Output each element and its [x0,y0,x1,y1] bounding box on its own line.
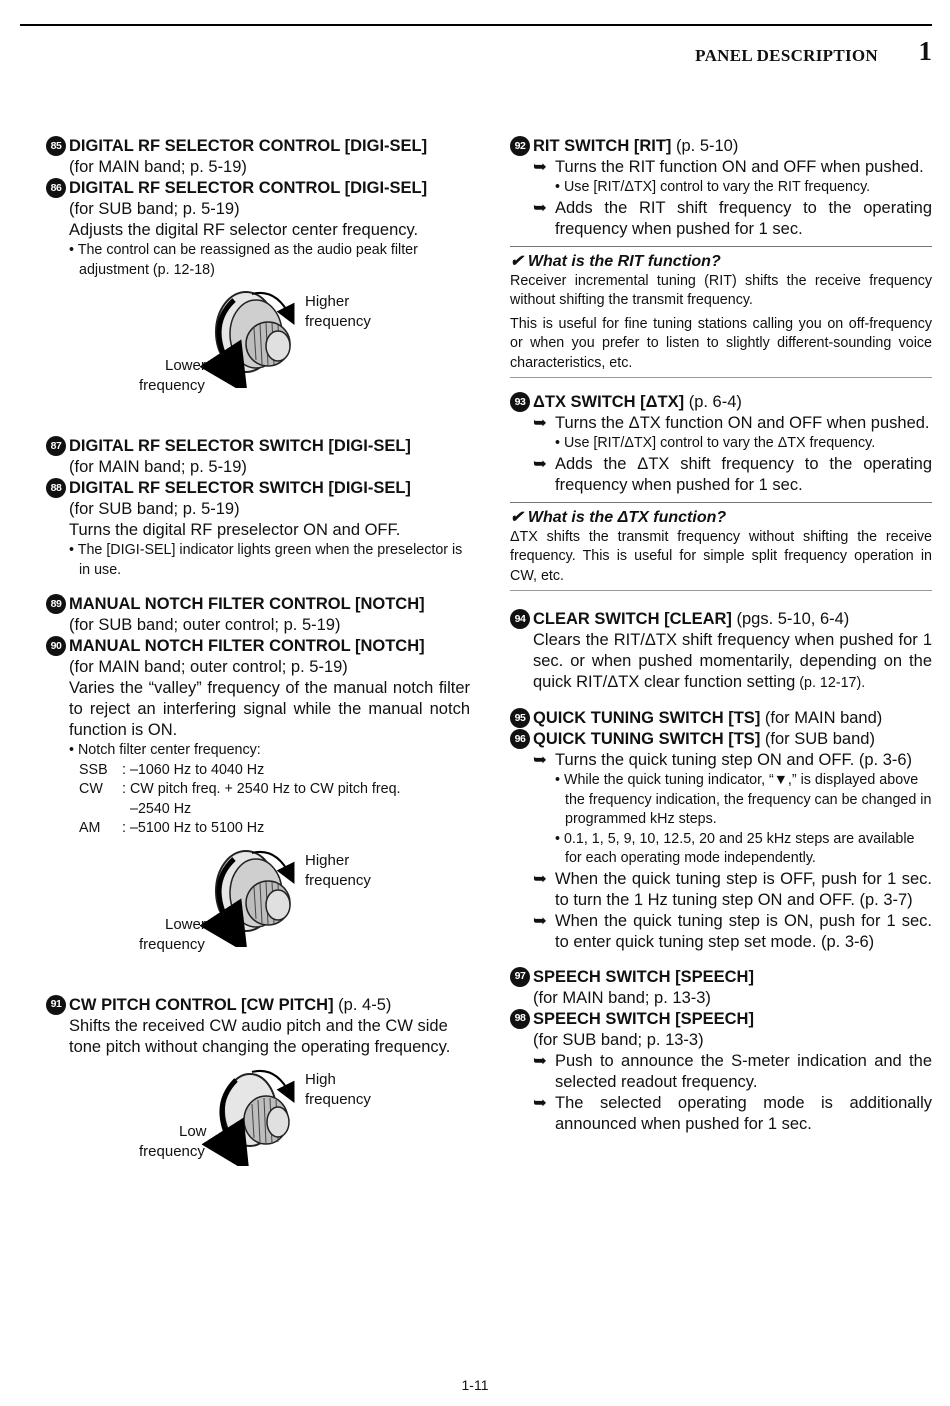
lower-label: Lower [165,357,206,374]
right-column [510,136,932,1135]
item-title: MANUAL NOTCH FILTER CONTROL [NOTCH] [69,637,425,655]
arrow-item [533,911,932,953]
item-number-badge: 89 [46,594,66,614]
item-90 [46,636,470,657]
table-row [79,761,470,781]
page-ref: (p. 5-10) [671,137,739,155]
item-number-badge: 93 [510,392,530,412]
higher-label: Higher [305,293,350,310]
page-ref: (p. 6-4) [684,393,742,411]
note-paragraph: ΔTX shifts the transmit frequency without shifting the receive frequency. This is useful for simple split frequency operation in CW, etc. [510,528,932,584]
item-86 [46,178,470,199]
page-ref: (p. 12-17). [795,675,866,691]
item-95 [510,708,932,729]
arrow-text: When the quick tuning step is ON, push for 1 sec. to enter quick tuning step set mode. (p. 3-6) [555,911,932,951]
value-cell: : –5100 Hz to 5100 Hz [122,820,265,836]
item-88 [46,478,470,499]
note-heading: ✔ What is the RIT function? [510,246,932,272]
arrow-icon: ➥ [533,414,547,432]
page-ref: (pgs. 5-10, 6-4) [731,610,850,628]
arrow-text: When the quick tuning step is OFF, push for 1 sec. to turn the 1 Hz tuning step ON and OFF. (p. 3-7) [555,869,932,909]
item-subtitle: (for MAIN band; p. 5-19) [69,458,247,476]
arrow-item [533,198,932,240]
arrow-icon: ➥ [533,1093,547,1112]
higher-label-2: frequency [305,871,371,889]
item-title: DIGITAL RF SELECTOR SWITCH [DIGI-SEL] [69,437,411,455]
arrow-icon: ➥ [533,911,547,930]
mode-cell [79,800,122,820]
arrow-text: Turns the RIT function ON and OFF when pushed. [555,158,924,176]
lower-label-2: frequency [139,935,205,953]
section-title: PANEL DESCRIPTION [695,46,878,65]
item-number-badge: 91 [46,995,66,1015]
item-97 [510,967,932,988]
item-title: RIT SWITCH [RIT] [533,137,672,155]
bullet-note: • Use [RIT/ΔTX] control to vary the RIT frequency. [555,179,871,195]
item-91 [46,995,470,1016]
bullet-note: • The [DIGI-SEL] indicator lights green when the preselector is in use. [69,542,463,578]
arrow-icon: ➥ [533,751,547,769]
arrow-item [533,1051,932,1093]
item-title: MANUAL NOTCH FILTER CONTROL [NOTCH] [69,595,425,613]
bullet-note: • The control can be reassigned as the audio peak filter adjustment (p. 12-18) [69,242,418,278]
item-89 [46,594,470,615]
item-title: SPEECH SWITCH [SPEECH] [533,967,754,986]
item-85 [46,136,470,157]
item-number-badge: 92 [510,136,530,156]
arrow-item [533,750,932,771]
item-93 [510,392,932,413]
value-cell: : CW pitch freq. + 2540 Hz to CW pitch freq. [122,781,401,797]
rit-note-box [510,246,932,379]
item-title: QUICK TUNING SWITCH [TS] [533,730,761,748]
page-number: 1-11 [461,1377,489,1393]
item-number-badge: 97 [510,967,530,987]
table-row [79,819,470,839]
higher-label: Higher [305,851,350,869]
item-title: SPEECH SWITCH [SPEECH] [533,1009,754,1028]
arrow-item [533,454,932,496]
arrow-icon: ➥ [533,1051,547,1070]
item-title: CLEAR SWITCH [CLEAR] [533,610,732,628]
bullet-note: • While the quick tuning indicator, “▼,” is displayed above the frequency indication, the frequency can be changed in programmed kHz steps. [555,772,932,827]
arrow-text: Adds the RIT shift frequency to the operating frequency when pushed for 1 sec. [555,198,932,238]
item-subtitle: (for MAIN band; p. 13-3) [533,988,711,1007]
bullet-note: • 0.1, 1, 5, 9, 10, 12.5, 20 and 25 kHz steps are available for each operating mode independently. [555,830,915,866]
item-number-badge: 96 [510,729,530,749]
arrow-item [533,413,932,434]
arrow-text: Push to announce the S-meter indication and the selected readout frequency. [555,1051,932,1091]
arrow-icon: ➥ [533,198,547,217]
note-paragraph: This is useful for fine tuning stations calling you on off-frequency or when you prefer to listen to slightly different-sounding voice characteristics, etc. [510,315,932,371]
arrow-text: Turns the quick tuning step ON and OFF. (p. 3-6) [555,751,913,769]
arrow-item [533,1093,932,1135]
item-number-badge: 85 [46,136,66,156]
item-92 [510,136,932,157]
item-number-badge: 94 [510,609,530,629]
chapter-number: 1 [918,36,932,66]
item-number-badge: 90 [46,636,66,656]
note-paragraph: Receiver incremental tuning (RIT) shifts the receive frequency without shifting the transmit frequency. [510,272,932,308]
item-title: DIGITAL RF SELECTOR SWITCH [DIGI-SEL] [69,479,411,497]
arrow-icon: ➥ [533,454,547,473]
item-title: ΔTX SWITCH [ΔTX] [533,393,685,411]
item-description: Shifts the received CW audio pitch and the CW side tone pitch without changing the operating frequency. [69,1016,451,1056]
knob-illustration [46,843,470,995]
item-title: CW PITCH CONTROL [CW PITCH] [69,995,334,1014]
note-heading: ✔ What is the ΔTX function? [510,502,932,528]
item-subtitle: (for MAIN band; p. 5-19) [69,158,247,176]
item-description: Varies the “valley” frequency of the manual notch filter to reject an interfering signal while the manual notch function is ON. [69,679,470,739]
knob-illustration [46,284,470,436]
page-ref: (for MAIN band) [760,709,883,727]
arrow-icon: ➥ [533,869,547,888]
bullet-note: • Use [RIT/ΔTX] control to vary the ΔTX frequency. [555,435,876,451]
mode-cell: SSB [79,761,108,778]
high-label: High [305,1070,336,1088]
knob-illustration [46,1062,470,1214]
arrow-text: The selected operating mode is additionally announced when pushed for 1 sec. [555,1093,932,1133]
item-87 [46,436,470,457]
page-ref: (p. 4-5) [333,995,392,1014]
item-subtitle: (for SUB band; p. 5-19) [69,500,240,518]
notch-frequency-table [79,761,470,839]
table-row [79,800,470,820]
higher-label-2: frequency [305,313,371,330]
value-cell: –2540 Hz [130,800,192,817]
item-description: Adjusts the digital RF selector center frequency. [69,221,419,239]
item-title: DIGITAL RF SELECTOR CONTROL [DIGI-SEL] [69,137,428,155]
item-description [533,630,932,694]
item-subtitle: (for MAIN band; outer control; p. 5-19) [69,658,348,676]
item-number-badge: 95 [510,708,530,728]
item-number-badge: 88 [46,478,66,498]
description-text: Clears the RIT/ΔTX shift frequency when pushed for 1 sec. or when pushed momentarily, depending on the quick RIT/ΔTX clear function setting [533,631,932,691]
item-title: DIGITAL RF SELECTOR CONTROL [DIGI-SEL] [69,179,428,197]
low-label: Low [179,1122,207,1140]
arrow-icon: ➥ [533,158,547,176]
item-94 [510,609,932,630]
low-label-2: frequency [139,1142,205,1160]
item-subtitle: (for SUB band; outer control; p. 5-19) [69,616,341,634]
item-subtitle: (for SUB band; p. 5-19) [69,200,240,218]
arrow-item [533,869,932,911]
mode-cell: AM [79,820,101,836]
bullet-note: • Notch filter center frequency: [69,742,261,758]
item-title: QUICK TUNING SWITCH [TS] [533,709,761,727]
arrow-text: Turns the ΔTX function ON and OFF when pushed. [555,414,930,432]
item-number-badge: 98 [510,1009,530,1029]
header-rule [20,24,932,26]
arrow-text: Adds the ΔTX shift frequency to the operating frequency when pushed for 1 sec. [555,454,932,494]
value-cell: : –1060 Hz to 4040 Hz [122,761,265,778]
left-column [46,136,470,1214]
lower-label: Lower [165,915,206,933]
item-96 [510,729,932,750]
item-number-badge: 86 [46,178,66,198]
item-subtitle: (for SUB band; p. 13-3) [533,1030,704,1049]
mode-cell: CW [79,781,103,797]
arrow-item [533,157,932,178]
item-98 [510,1009,932,1030]
item-number-badge: 87 [46,436,66,456]
page-ref: (for SUB band) [760,730,875,748]
lower-label-2: frequency [139,377,205,394]
high-label-2: frequency [305,1090,371,1108]
table-row [79,780,470,800]
dtx-note-box [510,502,932,592]
item-description: Turns the digital RF preselector ON and OFF. [69,521,401,539]
